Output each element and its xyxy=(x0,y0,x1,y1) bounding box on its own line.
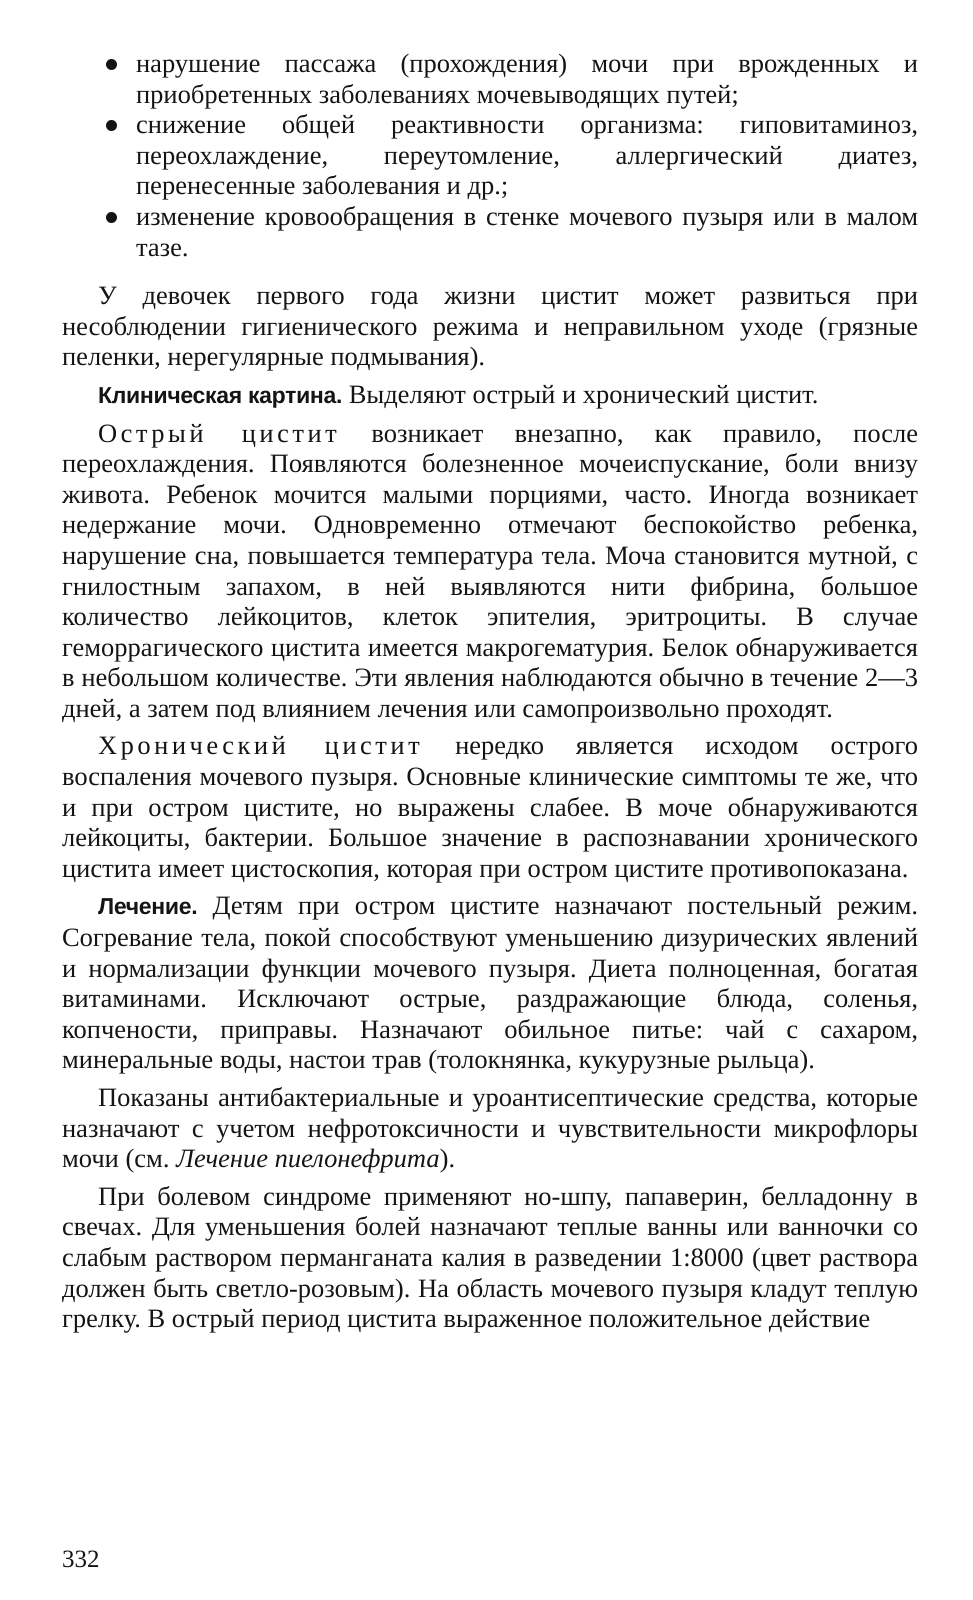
list-item: снижение общей реактивности организма: гиповитаминоз, переохлаждение, переутомление, аллергический диатез, перенесенные заболевания и др.; xyxy=(136,109,918,201)
risk-factor-list xyxy=(62,48,918,262)
paragraph-antibacterial xyxy=(62,1082,918,1174)
page-body xyxy=(62,48,918,1334)
paragraph-pain-syndrome: При болевом синдроме применяют но-шпу, папаверин, белладонну в свечах. Для уменьшения болей назначают теплые ванны или ванночки со слабым раствором перманганата калия в разведении 1:8000 (цвет раствора должен быть светло-розовым). На область мочевого пузыря кладут теплую грелку. В острый период цистита выраженное положительное действие xyxy=(62,1180,918,1334)
paragraph-chronic-cystitis xyxy=(62,730,918,883)
clinical-picture-heading: Клиническая картина. xyxy=(98,381,343,408)
list-item: нарушение пассажа (прохождения) мочи при врожденных и приобретенных заболеваниях мочевыводящих путей; xyxy=(136,48,918,109)
chronic-cystitis-text: нередко является исходом острого воспаления мочевого пузыря. Основные клинические симптомы те же, что и при остром цистите, но выражены слабее. В моче обнаруживаются лейкоциты, бактерии. Большое значение в распознавании хронического цистита имеет цистоскопия, которая при остром цистите противопоказана. xyxy=(62,730,918,883)
acute-cystitis-text: возникает внезапно, как правило, после переохлаждения. Появляются болезненное мочеиспускание, боли внизу живота. Ребенок мочится малыми порциями, часто. Иногда возникает недержание мочи. Одновременно отмечают беспокойство ребенка, нарушение сна, повышается температура тела. Моча становится мутной, с гнилостным запахом, в ней выявляются нити фибрина, большое количество лейкоцитов, клеток эпителия, эритроциты. В случае геморрагического цистита имеется макрогематурия. Белок обнаруживается в небольшом количестве. Эти явления наблюдаются обычно в течение 2—3 дней, а затем под влиянием лечения или самопроизвольно проходят. xyxy=(62,417,918,723)
paragraph-clinical-picture xyxy=(62,379,918,411)
paragraph-treatment xyxy=(62,890,918,1075)
paragraph-acute-cystitis xyxy=(62,418,918,724)
paragraph-girls: У девочек первого года жизни цистит может развиться при несоблюдении гигиенического режима и неправильном уходе (грязные пеленки, нерегулярные подмывания). xyxy=(62,280,918,372)
list-item: изменение кровообращения в стенке мочевого пузыря или в малом тазе. xyxy=(136,200,918,262)
treatment-text: Детям при остром цистите назначают постельный режим. Согревание тела, покой способствуют уменьшению дизурических явлений и нормализации функции мочевого пузыря. Диета полноценная, богатая витаминами. Исключают острые, раздражающие блюда, соленья, копчености, приправы. Назначают обильное питье: чай с сахаром, минеральные воды, настои трав (толокнянка, кукурузные рыльца). xyxy=(62,890,918,1075)
acute-cystitis-term: Острый цистит xyxy=(98,417,341,448)
antibacterial-tail: ). xyxy=(439,1143,456,1174)
antibacterial-text: Показаны антибактериальные и уроантисептические средства, которые назначают с учетом нефротоксичности и чувствительности микрофлоры мочи (см. xyxy=(62,1082,918,1174)
clinical-picture-text: Выделяют острый и хронический цистит. xyxy=(342,378,819,409)
cross-reference: Лечение пиелонефрита xyxy=(176,1143,440,1174)
treatment-heading: Лечение. xyxy=(98,893,198,920)
page-number: 332 xyxy=(62,1546,100,1573)
chronic-cystitis-term: Хронический цистит xyxy=(98,730,424,761)
